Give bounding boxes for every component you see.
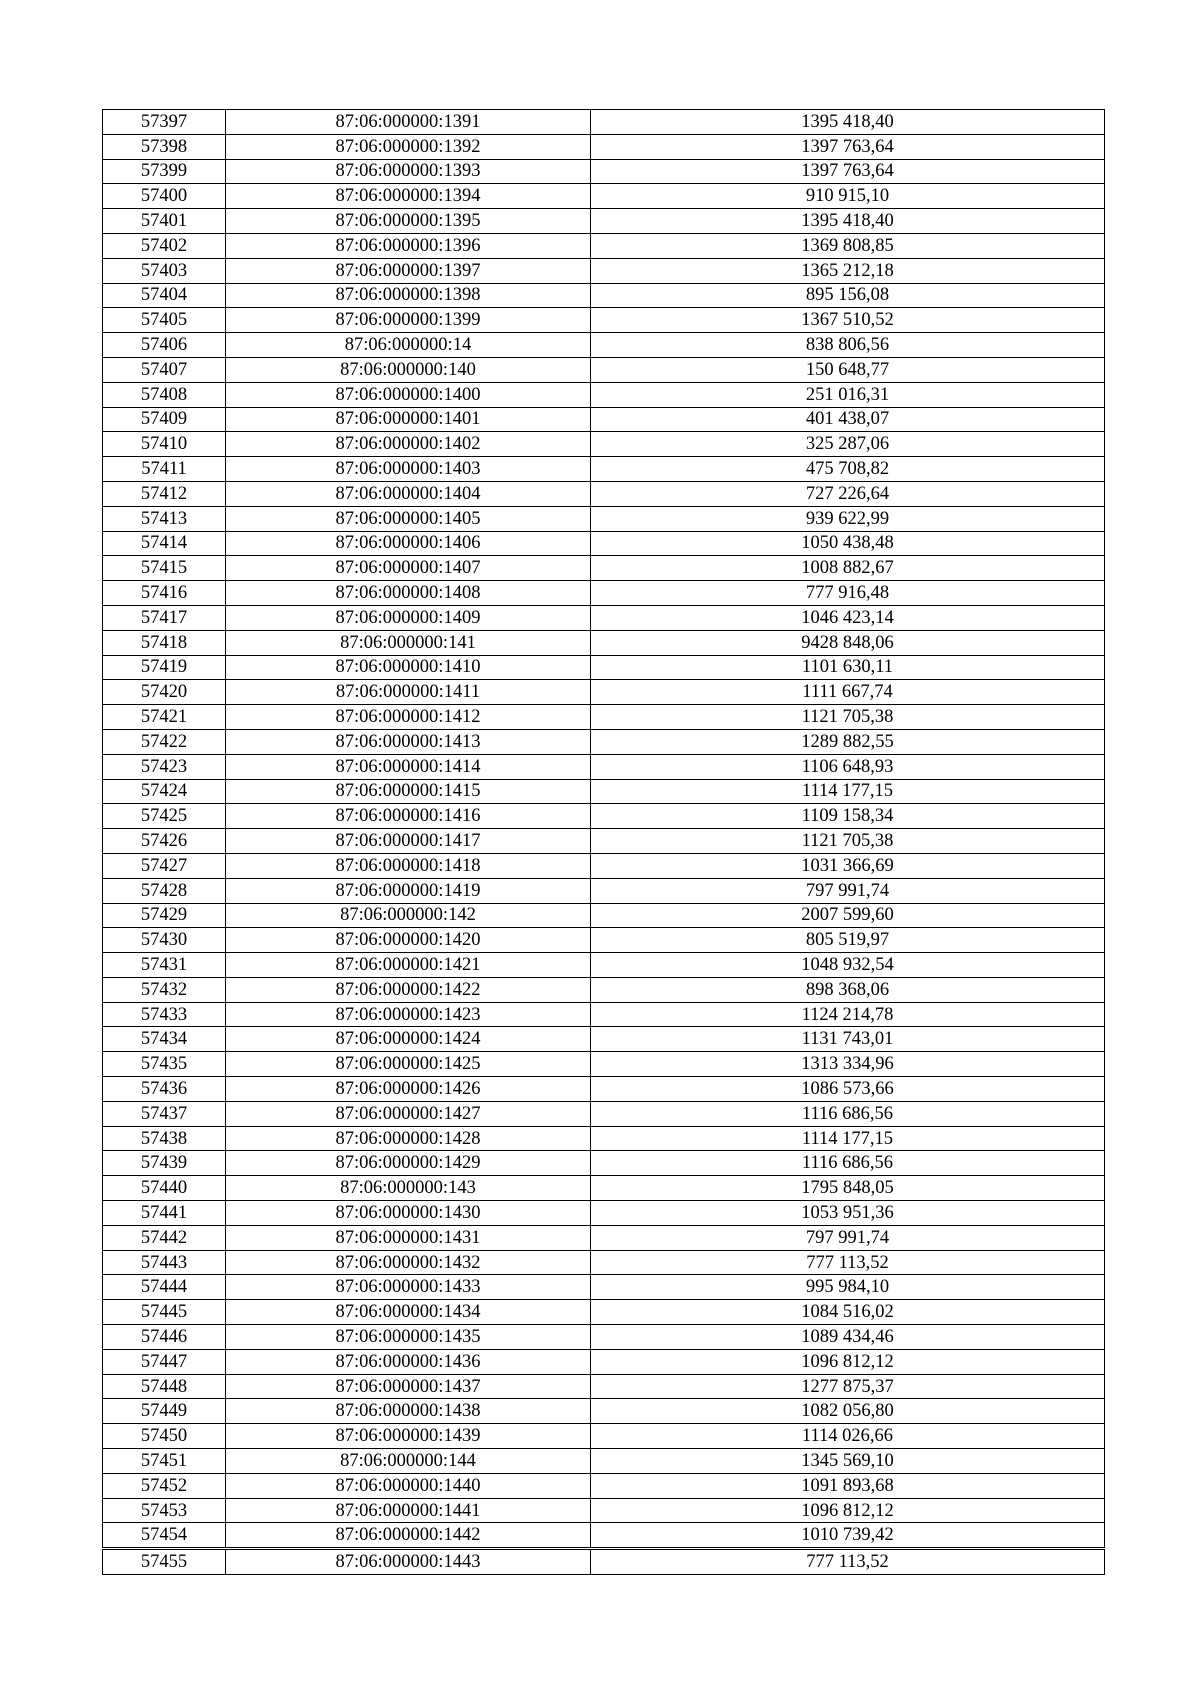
table-row (103, 110, 1105, 135)
cadastral-value-cell: 1124 214,78 (591, 1002, 1105, 1027)
table-row (103, 977, 1105, 1002)
cadastral-value-cell: 805 519,97 (591, 928, 1105, 953)
row-number-cell: 57418 (103, 630, 226, 655)
table-row (103, 878, 1105, 903)
row-number-cell: 57410 (103, 432, 226, 457)
table-row (103, 729, 1105, 754)
cadastral-value-cell: 1082 056,80 (591, 1399, 1105, 1424)
cadastral-value-cell: 1397 763,64 (591, 134, 1105, 159)
table-row (103, 481, 1105, 506)
row-number-cell: 57431 (103, 953, 226, 978)
cadastral-value-cell: 1111 667,74 (591, 680, 1105, 705)
row-number-cell: 57399 (103, 159, 226, 184)
cadastral-number-cell: 87:06:000000:1426 (226, 1077, 591, 1102)
cadastral-number-cell: 87:06:000000:1410 (226, 655, 591, 680)
cadastral-value-cell: 1131 743,01 (591, 1027, 1105, 1052)
cadastral-value-cell: 1010 739,42 (591, 1523, 1105, 1549)
table-row (103, 333, 1105, 358)
table-row (103, 209, 1105, 234)
table-row (103, 903, 1105, 928)
cadastral-number-cell: 87:06:000000:1430 (226, 1201, 591, 1226)
cadastral-value-cell: 1121 705,38 (591, 829, 1105, 854)
table-row (103, 531, 1105, 556)
cadastral-value-cell: 1096 812,12 (591, 1498, 1105, 1523)
cadastral-number-cell: 87:06:000000:1438 (226, 1399, 591, 1424)
table-row (103, 432, 1105, 457)
table-row (103, 1349, 1105, 1374)
cadastral-number-cell: 87:06:000000:1396 (226, 233, 591, 258)
row-number-cell: 57415 (103, 556, 226, 581)
row-number-cell: 57449 (103, 1399, 226, 1424)
table-row (103, 1126, 1105, 1151)
table-row (103, 258, 1105, 283)
table-row (103, 779, 1105, 804)
table-row (103, 804, 1105, 829)
table-row (103, 953, 1105, 978)
row-number-cell: 57452 (103, 1473, 226, 1498)
cadastral-value-cell: 777 113,52 (591, 1250, 1105, 1275)
row-number-cell: 57406 (103, 333, 226, 358)
cadastral-value-cell: 777 916,48 (591, 581, 1105, 606)
cadastral-value-cell: 1397 763,64 (591, 159, 1105, 184)
cadastral-number-cell: 87:06:000000:1398 (226, 283, 591, 308)
row-number-cell: 57434 (103, 1027, 226, 1052)
table-row (103, 829, 1105, 854)
row-number-cell: 57441 (103, 1201, 226, 1226)
table-row (103, 1225, 1105, 1250)
row-number-cell: 57430 (103, 928, 226, 953)
row-number-cell: 57447 (103, 1349, 226, 1374)
row-number-cell: 57429 (103, 903, 226, 928)
table-row (103, 605, 1105, 630)
cadastral-value-cell: 1795 848,05 (591, 1176, 1105, 1201)
row-number-cell: 57423 (103, 754, 226, 779)
row-number-cell: 57445 (103, 1300, 226, 1325)
table-row (103, 1300, 1105, 1325)
row-number-cell: 57433 (103, 1002, 226, 1027)
cadastral-number-cell: 87:06:000000:1420 (226, 928, 591, 953)
cadastral-number-cell: 87:06:000000:1412 (226, 705, 591, 730)
cadastral-value-cell: 1084 516,02 (591, 1300, 1105, 1325)
row-number-cell: 57411 (103, 457, 226, 482)
cadastral-value-cell: 1114 177,15 (591, 779, 1105, 804)
table-row (103, 1473, 1105, 1498)
row-number-cell: 57432 (103, 977, 226, 1002)
cadastral-value-cell: 895 156,08 (591, 283, 1105, 308)
table-row (103, 928, 1105, 953)
cadastral-value-table (102, 109, 1105, 1575)
row-number-cell: 57437 (103, 1101, 226, 1126)
cadastral-value-cell: 1050 438,48 (591, 531, 1105, 556)
cadastral-value-cell: 1008 882,67 (591, 556, 1105, 581)
cadastral-number-cell: 87:06:000000:1415 (226, 779, 591, 804)
row-number-cell: 57404 (103, 283, 226, 308)
row-number-cell: 57428 (103, 878, 226, 903)
cadastral-value-cell: 898 368,06 (591, 977, 1105, 1002)
row-number-cell: 57425 (103, 804, 226, 829)
row-number-cell: 57454 (103, 1523, 226, 1549)
cadastral-value-cell: 325 287,06 (591, 432, 1105, 457)
row-number-cell: 57402 (103, 233, 226, 258)
cadastral-number-cell: 87:06:000000:1408 (226, 581, 591, 606)
table-row (103, 1176, 1105, 1201)
cadastral-number-cell: 87:06:000000:1425 (226, 1052, 591, 1077)
cadastral-value-cell: 777 113,52 (591, 1549, 1105, 1575)
table-row (103, 1399, 1105, 1424)
row-number-cell: 57401 (103, 209, 226, 234)
cadastral-value-cell: 1289 882,55 (591, 729, 1105, 754)
row-number-cell: 57412 (103, 481, 226, 506)
table-row (103, 853, 1105, 878)
table-row (103, 233, 1105, 258)
table-row (103, 705, 1105, 730)
table-row (103, 1002, 1105, 1027)
row-number-cell: 57403 (103, 258, 226, 283)
table-row (103, 1027, 1105, 1052)
row-number-cell: 57419 (103, 655, 226, 680)
table-row (103, 1325, 1105, 1350)
cadastral-number-cell: 87:06:000000:1404 (226, 481, 591, 506)
cadastral-number-cell: 87:06:000000:1407 (226, 556, 591, 581)
row-number-cell: 57436 (103, 1077, 226, 1102)
cadastral-value-cell: 797 991,74 (591, 1225, 1105, 1250)
table-row (103, 1052, 1105, 1077)
cadastral-number-cell: 87:06:000000:1411 (226, 680, 591, 705)
cadastral-number-cell: 87:06:000000:1418 (226, 853, 591, 878)
table-row (103, 184, 1105, 209)
table-row (103, 382, 1105, 407)
cadastral-value-cell: 1365 212,18 (591, 258, 1105, 283)
row-number-cell: 57444 (103, 1275, 226, 1300)
cadastral-number-cell: 87:06:000000:1424 (226, 1027, 591, 1052)
cadastral-number-cell: 87:06:000000:1434 (226, 1300, 591, 1325)
cadastral-value-cell: 910 915,10 (591, 184, 1105, 209)
table-row (103, 308, 1105, 333)
cadastral-number-cell: 87:06:000000:141 (226, 630, 591, 655)
cadastral-value-cell: 1086 573,66 (591, 1077, 1105, 1102)
table-row (103, 1201, 1105, 1226)
cadastral-number-cell: 87:06:000000:1442 (226, 1523, 591, 1549)
table-row (103, 581, 1105, 606)
row-number-cell: 57414 (103, 531, 226, 556)
cadastral-value-cell: 1367 510,52 (591, 308, 1105, 333)
cadastral-number-cell: 87:06:000000:1393 (226, 159, 591, 184)
cadastral-number-cell: 87:06:000000:1394 (226, 184, 591, 209)
cadastral-number-cell: 87:06:000000:1399 (226, 308, 591, 333)
cadastral-value-cell: 1109 158,34 (591, 804, 1105, 829)
cadastral-number-cell: 87:06:000000:1421 (226, 953, 591, 978)
table-body (103, 110, 1105, 1575)
row-number-cell: 57407 (103, 357, 226, 382)
cadastral-number-cell: 87:06:000000:140 (226, 357, 591, 382)
table-row (103, 1101, 1105, 1126)
cadastral-value-cell: 150 648,77 (591, 357, 1105, 382)
cadastral-number-cell: 87:06:000000:1409 (226, 605, 591, 630)
table-row (103, 506, 1105, 531)
row-number-cell: 57450 (103, 1424, 226, 1449)
cadastral-value-cell: 251 016,31 (591, 382, 1105, 407)
row-number-cell: 57424 (103, 779, 226, 804)
row-number-cell: 57446 (103, 1325, 226, 1350)
cadastral-number-cell: 87:06:000000:1402 (226, 432, 591, 457)
cadastral-value-cell: 797 991,74 (591, 878, 1105, 903)
row-number-cell: 57443 (103, 1250, 226, 1275)
row-number-cell: 57400 (103, 184, 226, 209)
cadastral-number-cell: 87:06:000000:1443 (226, 1549, 591, 1575)
cadastral-number-cell: 87:06:000000:1440 (226, 1473, 591, 1498)
cadastral-value-cell: 1369 808,85 (591, 233, 1105, 258)
table-row (103, 1250, 1105, 1275)
cadastral-value-cell: 1048 932,54 (591, 953, 1105, 978)
table-row (103, 1275, 1105, 1300)
row-number-cell: 57453 (103, 1498, 226, 1523)
cadastral-number-cell: 87:06:000000:1419 (226, 878, 591, 903)
cadastral-number-cell: 87:06:000000:1401 (226, 407, 591, 432)
cadastral-number-cell: 87:06:000000:1414 (226, 754, 591, 779)
cadastral-value-cell: 838 806,56 (591, 333, 1105, 358)
cadastral-number-cell: 87:06:000000:1397 (226, 258, 591, 283)
cadastral-value-cell: 1345 569,10 (591, 1449, 1105, 1474)
cadastral-number-cell: 87:06:000000:1433 (226, 1275, 591, 1300)
cadastral-value-cell: 1395 418,40 (591, 110, 1105, 135)
cadastral-value-cell: 1277 875,37 (591, 1374, 1105, 1399)
cadastral-number-cell: 87:06:000000:1428 (226, 1126, 591, 1151)
cadastral-number-cell: 87:06:000000:1423 (226, 1002, 591, 1027)
row-number-cell: 57439 (103, 1151, 226, 1176)
table-row (103, 357, 1105, 382)
row-number-cell: 57397 (103, 110, 226, 135)
cadastral-value-cell: 1114 177,15 (591, 1126, 1105, 1151)
cadastral-value-cell: 727 226,64 (591, 481, 1105, 506)
cadastral-value-cell: 1313 334,96 (591, 1052, 1105, 1077)
row-number-cell: 57435 (103, 1052, 226, 1077)
cadastral-number-cell: 87:06:000000:1422 (226, 977, 591, 1002)
cadastral-number-cell: 87:06:000000:1392 (226, 134, 591, 159)
row-number-cell: 57442 (103, 1225, 226, 1250)
cadastral-value-cell: 1053 951,36 (591, 1201, 1105, 1226)
row-number-cell: 57408 (103, 382, 226, 407)
table-row (103, 1498, 1105, 1523)
row-number-cell: 57409 (103, 407, 226, 432)
cadastral-value-cell: 9428 848,06 (591, 630, 1105, 655)
cadastral-number-cell: 87:06:000000:144 (226, 1449, 591, 1474)
table-row (103, 655, 1105, 680)
cadastral-value-cell: 1106 648,93 (591, 754, 1105, 779)
cadastral-number-cell: 87:06:000000:1436 (226, 1349, 591, 1374)
cadastral-value-cell: 2007 599,60 (591, 903, 1105, 928)
table-row (103, 1374, 1105, 1399)
row-number-cell: 57405 (103, 308, 226, 333)
cadastral-number-cell: 87:06:000000:1405 (226, 506, 591, 531)
table-row (103, 1449, 1105, 1474)
table-row (103, 1549, 1105, 1575)
table-row (103, 1151, 1105, 1176)
table-row (103, 1424, 1105, 1449)
row-number-cell: 57421 (103, 705, 226, 730)
cadastral-number-cell: 87:06:000000:1432 (226, 1250, 591, 1275)
cadastral-value-cell: 1089 434,46 (591, 1325, 1105, 1350)
row-number-cell: 57426 (103, 829, 226, 854)
cadastral-number-cell: 87:06:000000:1417 (226, 829, 591, 854)
cadastral-number-cell: 87:06:000000:1406 (226, 531, 591, 556)
row-number-cell: 57420 (103, 680, 226, 705)
row-number-cell: 57422 (103, 729, 226, 754)
table-row (103, 159, 1105, 184)
cadastral-value-cell: 939 622,99 (591, 506, 1105, 531)
row-number-cell: 57417 (103, 605, 226, 630)
cadastral-value-cell: 1395 418,40 (591, 209, 1105, 234)
cadastral-number-cell: 87:06:000000:14 (226, 333, 591, 358)
cadastral-number-cell: 87:06:000000:1437 (226, 1374, 591, 1399)
row-number-cell: 57451 (103, 1449, 226, 1474)
cadastral-number-cell: 87:06:000000:1431 (226, 1225, 591, 1250)
table-row (103, 754, 1105, 779)
table-row (103, 1077, 1105, 1102)
row-number-cell: 57427 (103, 853, 226, 878)
cadastral-number-cell: 87:06:000000:1427 (226, 1101, 591, 1126)
cadastral-number-cell: 87:06:000000:1416 (226, 804, 591, 829)
cadastral-value-cell: 475 708,82 (591, 457, 1105, 482)
table-row (103, 630, 1105, 655)
cadastral-value-cell: 1046 423,14 (591, 605, 1105, 630)
row-number-cell: 57448 (103, 1374, 226, 1399)
cadastral-number-cell: 87:06:000000:1413 (226, 729, 591, 754)
cadastral-value-cell: 1031 366,69 (591, 853, 1105, 878)
table-row (103, 283, 1105, 308)
cadastral-number-cell: 87:06:000000:1439 (226, 1424, 591, 1449)
cadastral-value-cell: 1121 705,38 (591, 705, 1105, 730)
cadastral-value-cell: 1091 893,68 (591, 1473, 1105, 1498)
cadastral-value-cell: 1096 812,12 (591, 1349, 1105, 1374)
table-row (103, 556, 1105, 581)
cadastral-number-cell: 87:06:000000:1403 (226, 457, 591, 482)
cadastral-value-cell: 1116 686,56 (591, 1151, 1105, 1176)
cadastral-value-cell: 1116 686,56 (591, 1101, 1105, 1126)
table-row (103, 407, 1105, 432)
row-number-cell: 57413 (103, 506, 226, 531)
row-number-cell: 57416 (103, 581, 226, 606)
cadastral-number-cell: 87:06:000000:1400 (226, 382, 591, 407)
cadastral-number-cell: 87:06:000000:1441 (226, 1498, 591, 1523)
cadastral-value-cell: 995 984,10 (591, 1275, 1105, 1300)
cadastral-number-cell: 87:06:000000:142 (226, 903, 591, 928)
row-number-cell: 57398 (103, 134, 226, 159)
cadastral-value-cell: 1101 630,11 (591, 655, 1105, 680)
cadastral-number-cell: 87:06:000000:1429 (226, 1151, 591, 1176)
row-number-cell: 57440 (103, 1176, 226, 1201)
row-number-cell: 57455 (103, 1549, 226, 1575)
cadastral-number-cell: 87:06:000000:1435 (226, 1325, 591, 1350)
table-row (103, 134, 1105, 159)
table-row (103, 1523, 1105, 1549)
cadastral-number-cell: 87:06:000000:1395 (226, 209, 591, 234)
cadastral-value-cell: 1114 026,66 (591, 1424, 1105, 1449)
table-row (103, 680, 1105, 705)
cadastral-value-cell: 401 438,07 (591, 407, 1105, 432)
cadastral-number-cell: 87:06:000000:1391 (226, 110, 591, 135)
table-row (103, 457, 1105, 482)
cadastral-number-cell: 87:06:000000:143 (226, 1176, 591, 1201)
row-number-cell: 57438 (103, 1126, 226, 1151)
